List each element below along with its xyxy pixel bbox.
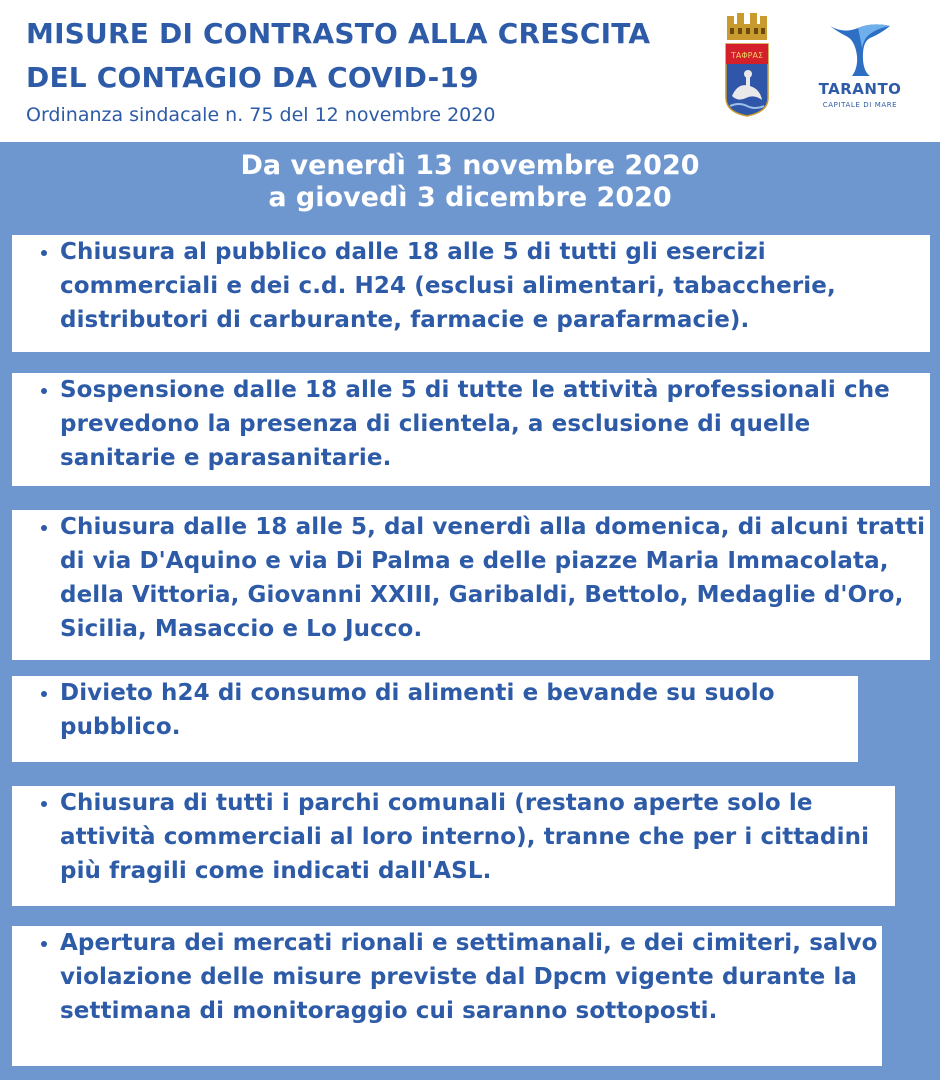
measure-card bbox=[12, 926, 882, 1066]
measure-item: • Sospensione dalle 18 alle 5 di tutte le attività professionali che prevedono la presenza di clientela, a esclusione di quelle sanitarie e parasanitarie. bbox=[60, 373, 930, 475]
logo-tagline: CAPITALE DI MARE bbox=[822, 101, 898, 109]
logo-name: TARANTO bbox=[818, 80, 902, 98]
taranto-tail-icon bbox=[800, 20, 920, 80]
measure-card bbox=[12, 786, 895, 906]
svg-text:ΤΑΦΡΑΣ: ΤΑΦΡΑΣ bbox=[730, 51, 764, 60]
page-title bbox=[26, 12, 650, 100]
ordinance-subtitle: Ordinanza sindacale n. 75 del 12 novembre 2020 bbox=[26, 104, 496, 126]
taranto-capitale-di-mare-logo bbox=[800, 20, 920, 115]
measure-item: • Apertura dei mercati rionali e settimanali, e dei cimiteri, salvo violazione delle misure previste dal Dpcm vigente durante la settimana di monitoraggio cui saranno sottoposti. bbox=[60, 926, 882, 1028]
header bbox=[0, 0, 940, 142]
title-line-1: MISURE DI CONTRASTO ALLA CRESCITA bbox=[26, 17, 651, 50]
measure-item: • Chiusura dalle 18 alle 5, dal venerdì alla domenica, di alcuni tratti di via D'Aquino e via Di Palma e delle piazze Maria Immacolata, della Vittoria, Giovanni XXIII, Garibaldi, Bettolo, Medaglie d'Oro, Sicilia, Masaccio e Lo Jucco. bbox=[60, 510, 930, 646]
taranto-coat-of-arms-icon bbox=[724, 12, 770, 118]
measure-card bbox=[12, 676, 858, 762]
period-start: Da venerdì 13 novembre 2020 bbox=[240, 150, 700, 181]
period-end: a giovedì 3 dicembre 2020 bbox=[268, 182, 672, 213]
measure-item: • Chiusura al pubblico dalle 18 alle 5 di tutti gli esercizi commerciali e dei c.d. H24 (esclusi alimentari, tabaccherie, distributori di carburante, farmacie e parafarmacie). bbox=[60, 235, 930, 337]
measure-card bbox=[12, 373, 930, 486]
validity-period bbox=[0, 150, 940, 214]
measure-card bbox=[12, 510, 930, 660]
measure-item: • Chiusura di tutti i parchi comunali (restano aperte solo le attività commerciali al loro interno), tranne che per i cittadini più fragili come indicati dall'ASL. bbox=[60, 786, 895, 888]
title-line-2: DEL CONTAGIO DA COVID-19 bbox=[26, 61, 479, 94]
measure-card bbox=[12, 235, 930, 352]
measure-item: • Divieto h24 di consumo di alimenti e bevande su suolo pubblico. bbox=[60, 676, 858, 744]
